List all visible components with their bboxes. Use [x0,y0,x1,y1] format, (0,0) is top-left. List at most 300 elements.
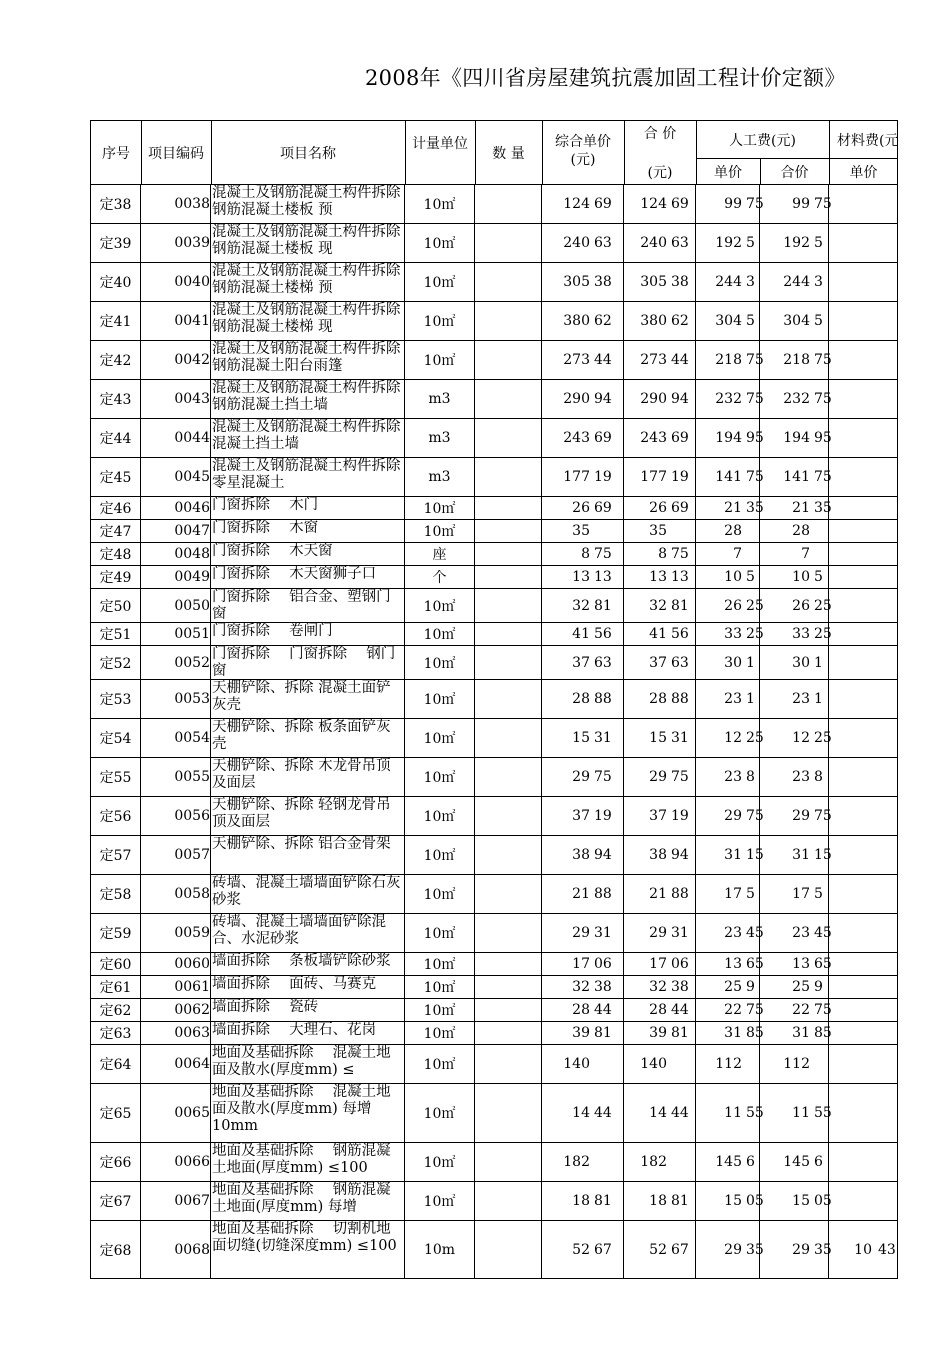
cell-unit [405,875,475,913]
header-material: 材料费(元 [837,133,899,149]
row-code: 0065 [174,1105,210,1121]
cell-l1 [696,646,742,679]
row-labor-total-int: 192 [783,235,810,251]
row-labor-dec: 1 [746,691,755,707]
row-code: 0057 [174,847,210,863]
cell-unit [405,836,475,874]
row-labor-total-dec: 95 [814,430,832,446]
row-item-name: 墙面拆除 条板墙铲除砂浆 [212,953,405,975]
row-item-name: 门窗拆除 木窗 [212,520,405,542]
row-labor-total-int: 23 [792,691,810,707]
cell-code [141,497,211,519]
cell-lt2 [814,224,829,262]
cell-m2 [878,623,898,645]
row-total-int: 28 [649,691,667,707]
row-code: 0060 [174,956,210,972]
cell-lt1 [760,1182,810,1220]
cell-l1 [696,380,742,418]
row-unit: 10㎡ [423,627,456,643]
cell-p2 [594,1022,624,1044]
row-price-int: 26 [572,500,590,516]
row-unit: 10㎡ [423,1026,456,1042]
row-total-dec: 19 [671,469,689,485]
table-row [90,301,898,340]
cell-code [141,1182,211,1220]
cell-l2 [746,520,760,542]
row-labor-dec: 1 [746,654,755,671]
cell-l1 [696,976,742,998]
row-labor-total-int: 244 [783,274,810,290]
row-item-name: 天棚铲除、拆除 板条面铲灰壳 [212,719,405,757]
cell-p2 [594,566,624,588]
cell-p2 [594,680,624,718]
cell-seq [91,1022,141,1044]
cell-seq [91,458,141,496]
cell-code [141,999,211,1021]
cell-l1 [696,953,742,975]
cell-p1 [542,497,590,519]
cell-p1 [542,224,590,262]
cell-m2 [878,341,898,379]
cell-m2 [878,263,898,301]
cell-l2 [746,566,760,588]
cell-code [141,458,211,496]
row-labor-dec: 5 [746,569,755,585]
row-total-int: 52 [649,1241,667,1258]
cell-code [141,302,211,340]
row-labor-total-int: 304 [783,313,810,329]
cell-l2 [746,458,764,496]
cell-m1 [829,623,872,645]
row-seq: 定42 [99,353,132,369]
row-code: 0053 [174,691,210,707]
row-unit: 10㎡ [423,1194,456,1210]
cell-code [141,914,211,952]
cell-m2 [878,566,898,588]
row-unit: 10㎡ [423,655,456,672]
row-labor-total-int: 30 [792,654,810,671]
cell-unit [405,758,475,796]
row-price-dec: 38 [594,979,612,995]
row-qty [475,719,542,757]
header-code: 项目编码 [148,146,204,162]
row-code: 0061 [174,979,210,995]
row-qty [475,1045,542,1083]
cell-lt2 [814,543,829,565]
cell-l1 [696,224,742,262]
row-labor-dec: 85 [746,1025,764,1041]
row-qty [475,224,542,262]
row-labor-total-int: 29 [792,1241,810,1258]
cell-p2 [594,341,624,379]
table-row [90,588,898,622]
cell-code [141,875,211,913]
row-labor-total-dec: 35 [814,1241,832,1258]
row-labor-total-int: 15 [792,1193,810,1209]
row-item-name: 门窗拆除 铝合金、塑钢门窗 [212,589,405,622]
cell-l2 [746,419,764,457]
cell-l1 [696,566,742,588]
row-qty [475,566,542,588]
cell-unit [405,999,475,1021]
row-labor-total-int: 21 [792,500,810,516]
row-labor-total-int: 99 [792,196,810,212]
cell-lt1 [760,1143,810,1181]
row-code: 0063 [174,1025,210,1041]
cell-m2 [878,875,898,913]
row-labor-int: 23 [724,691,742,707]
cell-code [141,589,211,622]
cell-lt1 [760,566,810,588]
row-price-int: 32 [572,597,590,614]
row-total-dec: 56 [671,626,689,642]
table-row [90,718,898,757]
cell-t2 [671,719,696,757]
cell-t2 [671,797,696,835]
cell-l2 [746,797,764,835]
cell-seq [91,875,141,913]
row-total-int: 177 [640,469,667,485]
cell-t1 [624,302,667,340]
cell-m2 [878,1045,898,1083]
cell-p1 [542,976,590,998]
cell-l2 [746,589,764,622]
row-labor-total-dec: 65 [814,956,832,972]
row-seq: 定63 [99,1026,132,1042]
row-unit: 10㎡ [423,1155,456,1171]
row-labor-total-dec: 75 [814,196,832,212]
table-row [90,796,898,835]
row-labor-total-dec: 45 [814,925,832,941]
row-code: 0044 [174,430,210,446]
row-price-dec: 75 [594,769,612,785]
row-seq: 定41 [99,314,132,330]
cell-p2 [594,419,624,457]
cell-lt1 [760,589,810,622]
page-title: 2008年《四川省房屋建筑抗震加固工程计价定额》 [365,66,846,90]
row-qty [475,1084,542,1142]
cell-t1 [624,1182,667,1220]
cell-t1 [624,999,667,1021]
row-qty [475,953,542,975]
row-total-dec: 13 [671,569,689,585]
row-labor-int: 10 [724,569,742,585]
row-labor-dec: 65 [746,956,764,972]
row-labor-dec: 55 [746,1105,764,1121]
row-unit: 10㎡ [423,598,456,615]
cell-t2 [671,646,696,679]
pricing-table [90,120,898,1279]
cell-p2 [594,875,624,913]
cell-t1 [624,458,667,496]
row-price-int: 290 [563,391,590,407]
cell-p1 [542,419,590,457]
cell-lt2 [814,999,832,1021]
cell-p1 [542,185,590,223]
cell-p2 [594,263,624,301]
cell-lt1 [760,302,810,340]
cell-t2 [671,875,696,913]
row-seq: 定50 [99,598,132,615]
row-price-int: 39 [572,1025,590,1041]
cell-lt1 [760,185,810,223]
row-total-dec: 31 [671,730,689,746]
cell-t2 [671,419,696,457]
cell-l2 [746,543,760,565]
row-total-int: 140 [640,1056,667,1072]
cell-t2 [671,953,696,975]
cell-l2 [746,680,760,718]
row-price-dec: 31 [594,730,612,746]
cell-p2 [594,1143,624,1181]
row-price-dec: 94 [594,847,612,863]
row-price-dec: 75 [594,546,612,562]
cell-lt1 [760,380,810,418]
cell-m2 [878,914,898,952]
cell-l2 [746,1143,760,1181]
row-unit: 10㎡ [423,275,456,291]
cell-lt2 [814,953,832,975]
cell-unit [405,589,475,622]
table-row [90,262,898,301]
cell-unit [405,1022,475,1044]
cell-p1 [542,1143,590,1181]
cell-code [141,719,211,757]
cell-p2 [594,1084,624,1142]
cell-code [141,953,211,975]
cell-m2 [878,520,898,542]
row-total-dec: 44 [671,1105,689,1121]
cell-l1 [696,263,742,301]
cell-t1 [624,566,667,588]
cell-l2 [746,263,760,301]
row-item-name: 砖墙、混凝土墙墙面铲除石灰砂浆 [212,875,405,913]
cell-l1 [696,999,742,1021]
cell-l1 [696,623,742,645]
cell-unit [405,646,475,679]
row-total-dec: 38 [671,274,689,290]
cell-unit [405,953,475,975]
cell-lt1 [760,836,810,874]
cell-l1 [696,1143,742,1181]
row-material-int: 10 [854,1241,872,1258]
cell-p2 [594,646,624,679]
cell-lt2 [814,623,832,645]
row-item-name: 门窗拆除 木门 [212,497,405,519]
row-qty [475,458,542,496]
cell-lt2 [814,914,832,952]
row-total-int: 182 [640,1154,667,1170]
row-item-name: 砖墙、混凝土墙墙面铲除混合、水泥砂浆 [212,914,405,952]
cell-code [141,758,211,796]
table-row [90,975,898,998]
row-total-int: 17 [649,956,667,972]
row-price-int: 240 [563,235,590,251]
cell-t1 [624,914,667,952]
row-price-int: 35 [572,523,590,539]
cell-unit [405,224,475,262]
cell-code [141,646,211,679]
cell-t1 [624,380,667,418]
row-seq: 定53 [99,692,132,708]
row-qty [475,623,542,645]
cell-lt1 [760,797,810,835]
cell-t1 [624,875,667,913]
cell-m1 [829,543,872,565]
row-labor-total-int: 33 [792,626,810,642]
row-labor-total-dec: 8 [814,769,823,785]
cell-t2 [671,1143,696,1181]
cell-l1 [696,302,742,340]
table-row [90,874,898,913]
row-total-int: 26 [649,500,667,516]
row-seq: 定68 [99,1242,132,1259]
row-qty [475,520,542,542]
row-code: 0068 [174,1241,210,1258]
row-labor-total-int: 13 [792,956,810,972]
row-labor-dec: 75 [746,808,764,824]
row-labor-dec: 75 [746,352,764,368]
row-price-dec: 67 [594,1241,612,1258]
row-labor-dec: 45 [746,925,764,941]
cell-p1 [542,1022,590,1044]
row-item-name: 门窗拆除 木天窗狮子口 [212,566,405,588]
cell-t1 [624,497,667,519]
cell-m2 [878,1022,898,1044]
row-unit: 10㎡ [423,731,456,747]
cell-p1 [542,999,590,1021]
cell-m1 [829,1143,872,1181]
cell-seq [91,589,141,622]
cell-seq [91,1045,141,1083]
cell-p1 [542,758,590,796]
row-qty [475,263,542,301]
cell-lt1 [760,680,810,718]
row-total-dec: 69 [671,430,689,446]
row-labor-int: 29 [724,1241,742,1258]
cell-l2 [746,1221,764,1278]
cell-lt1 [760,543,810,565]
row-labor-dec: 75 [746,196,764,212]
row-labor-dec: 25 [746,626,764,642]
cell-l2 [746,302,760,340]
row-labor-dec: 75 [746,1002,764,1018]
row-labor-int: 141 [715,469,742,485]
row-total-int: 243 [640,430,667,446]
row-seq: 定52 [99,655,132,672]
row-qty [475,497,542,519]
cell-t1 [624,224,667,262]
header-labor-total: 合价 [780,165,809,181]
row-labor-int: 192 [715,235,742,251]
row-code: 0042 [174,352,210,368]
row-seq: 定39 [99,236,132,252]
cell-seq [91,1084,141,1142]
row-unit: 10㎡ [423,957,456,973]
cell-p1 [542,341,590,379]
row-price-int: 273 [563,352,590,368]
table-row [90,565,898,588]
cell-unit [405,185,475,223]
row-labor-dec: 35 [746,500,764,516]
cell-l1 [696,758,742,796]
cell-unit [405,380,475,418]
header-material-unit: 单价 [849,165,878,181]
cell-code [141,1084,211,1142]
cell-p1 [542,1221,590,1278]
row-labor-int: 23 [724,769,742,785]
cell-t2 [671,1045,696,1083]
cell-seq [91,797,141,835]
cell-p2 [594,623,624,645]
row-labor-total-int: 218 [783,352,810,368]
cell-t2 [671,1022,696,1044]
cell-l1 [696,1045,742,1083]
cell-p2 [594,719,624,757]
cell-t1 [624,719,667,757]
cell-l2 [746,497,764,519]
row-labor-int: 28 [724,523,742,539]
cell-code [141,1143,211,1181]
table-row [90,1021,898,1044]
row-total-dec: 81 [671,1193,689,1209]
row-unit: m3 [428,469,451,485]
cell-t2 [671,566,696,588]
row-seq: 定67 [99,1194,132,1210]
row-total-dec: 44 [671,1002,689,1018]
cell-m1 [829,1022,872,1044]
cell-m2 [878,719,898,757]
row-seq: 定56 [99,809,132,825]
row-price-dec: 69 [594,500,612,516]
cell-t2 [671,836,696,874]
row-labor-dec: 75 [746,391,764,407]
row-code: 0055 [174,769,210,785]
cell-m2 [878,589,898,622]
row-code: 0051 [174,626,210,642]
row-labor-total-dec: 5 [814,313,823,329]
cell-lt2 [814,1182,832,1220]
cell-seq [91,719,141,757]
row-price-dec: 44 [594,1105,612,1121]
cell-seq [91,976,141,998]
row-code: 0048 [174,546,210,562]
row-labor-int: 15 [724,1193,742,1209]
cell-lt2 [814,419,832,457]
row-seq: 定45 [99,470,132,486]
row-qty [475,185,542,223]
row-item-name: 混凝土及钢筋混凝土构件拆除 钢筋混凝土楼板 现 [212,224,405,262]
table-row [90,340,898,379]
cell-t1 [624,520,667,542]
cell-m1 [829,589,872,622]
row-price-dec: 94 [594,391,612,407]
cell-l2 [746,875,760,913]
cell-m1 [829,680,872,718]
cell-p2 [594,1182,624,1220]
cell-m1 [829,566,872,588]
cell-code [141,1045,211,1083]
row-labor-int: 244 [715,274,742,290]
cell-l1 [696,589,742,622]
cell-l1 [696,341,742,379]
row-labor-int: 31 [724,847,742,863]
row-labor-int: 194 [715,430,742,446]
cell-p2 [594,185,624,223]
cell-p2 [594,914,624,952]
row-labor-int: 23 [724,925,742,941]
row-price-int: 52 [572,1241,590,1258]
